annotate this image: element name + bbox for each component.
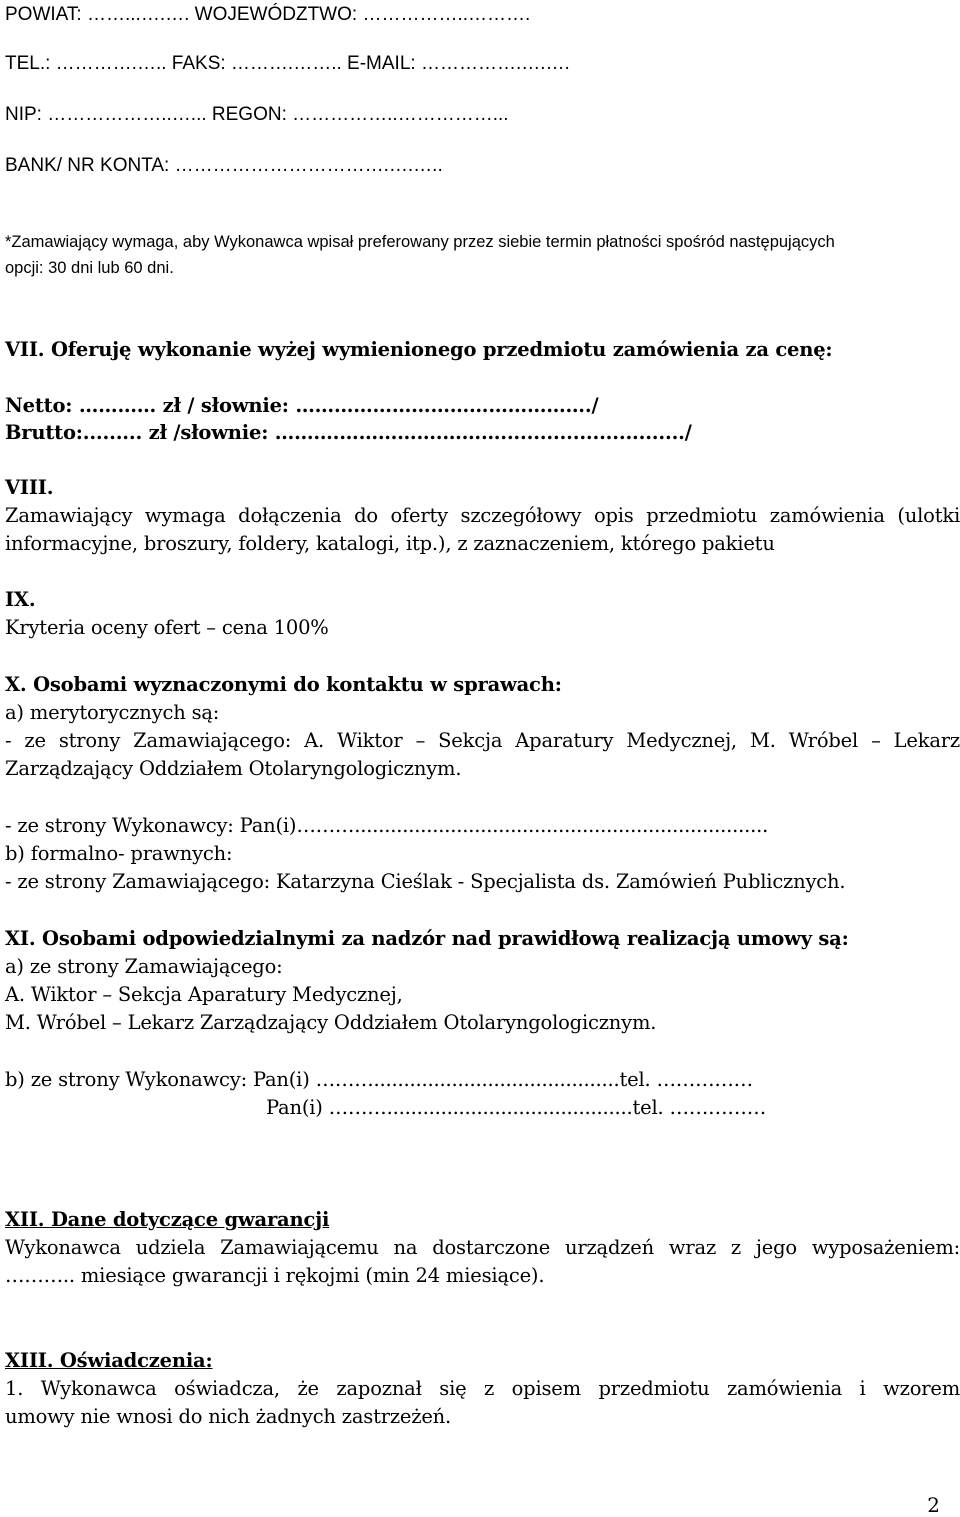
payment-note-line-1: *Zamawiający wymaga, aby Wykonawca wpisał preferowany przez siebie termin płatności spośród następujących — [5, 233, 835, 251]
powiat-line: POWIAT: ……...….…. WOJEWÓDZTWO: ……………..………. — [5, 4, 531, 25]
section-xii-line-2: ……….. miesiące gwarancji i rękojmi (min 24 miesiące). — [5, 1264, 545, 1287]
bank-line: BANK/ NR KONTA: …………………………….….….. — [5, 155, 443, 176]
netto-line: Netto: ………… zł / słownie: ………………………………………./ — [5, 394, 599, 417]
payment-note-line-2: opcji: 30 dni lub 60 dni. — [5, 259, 174, 277]
section-xiii-line-1: 1. Wykonawca oświadcza, że zapoznał się z opisem przedmiotu zamówienia i wzorem — [5, 1377, 960, 1400]
section-x-b-label: b) formalno- prawnych: — [5, 842, 233, 865]
section-ix-number: IX. — [5, 588, 36, 611]
page-number: 2 — [927, 1493, 940, 1517]
section-xi-a-line-1: A. Wiktor – Sekcja Aparatury Medycznej, — [5, 983, 403, 1006]
section-x-title: X. Osobami wyznaczonymi do kontaktu w sprawach: — [5, 673, 562, 696]
section-x-a-label: a) merytorycznych są: — [5, 701, 220, 724]
section-xiii-line-2: umowy nie wnosi do nich żadnych zastrzeżeń. — [5, 1405, 452, 1428]
section-x-a-line-1: - ze strony Zamawiającego: A. Wiktor – Sekcja Aparatury Medycznej, M. Wróbel – Lekarz — [5, 729, 960, 752]
tel-line: TEL.: ………….….. FAKS: ……….…….. E-MAIL: …………….….…. — [5, 53, 570, 74]
section-x-contractor-line: - ze strony Wykonawcy: Pan(i)………..................................................................... — [5, 814, 769, 837]
section-x-b-line: - ze strony Zamawiającego: Katarzyna Cieślak - Specjalista ds. Zamówień Publicznych. — [5, 870, 846, 893]
section-vii-title: VII. Oferuję wykonanie wyżej wymienionego przedmiotu zamówienia za cenę: — [5, 338, 833, 361]
nip-line: NIP: ………………..…... REGON: ……………..……………... — [5, 104, 509, 125]
section-xi-a-line-2: M. Wróbel – Lekarz Zarządzający Oddziałem Otolaryngologicznym. — [5, 1011, 657, 1034]
section-viii-line-2: informacyjne, broszury, foldery, katalogi, itp.), z zaznaczeniem, którego pakietu — [5, 532, 775, 555]
section-xi-a-label: a) ze strony Zamawiającego: — [5, 955, 283, 978]
section-viii-line-1: Zamawiający wymaga dołączenia do oferty szczegółowy opis przedmiotu zamówienia (ulotki — [5, 504, 960, 527]
section-xii-line-1: Wykonawca udziela Zamawiającemu na dostarczone urządzeń wraz z jego wyposażeniem: — [5, 1236, 960, 1259]
section-x-a-line-2: Zarządzający Oddziałem Otolaryngologicznym. — [5, 757, 462, 780]
section-xiii-title: XIII. Oświadczenia: — [5, 1349, 213, 1372]
brutto-line: Brutto:......... zł /słownie: ……….…………….………............................/ — [5, 421, 692, 444]
section-xii-title: XII. Dane dotyczące gwarancji — [5, 1208, 330, 1231]
section-xi-b-line-2: Pan(i) ……….........................................tel. …………… — [266, 1096, 767, 1119]
section-ix-text: Kryteria oceny ofert – cena 100% — [5, 616, 329, 639]
section-viii-number: VIII. — [5, 476, 54, 499]
section-xi-b-line-1: b) ze strony Wykonawcy: Pan(i) ……….........................................tel. …………… — [5, 1068, 753, 1091]
section-xi-title: XI. Osobami odpowiedzialnymi za nadzór nad prawidłową realizacją umowy są: — [5, 927, 849, 950]
